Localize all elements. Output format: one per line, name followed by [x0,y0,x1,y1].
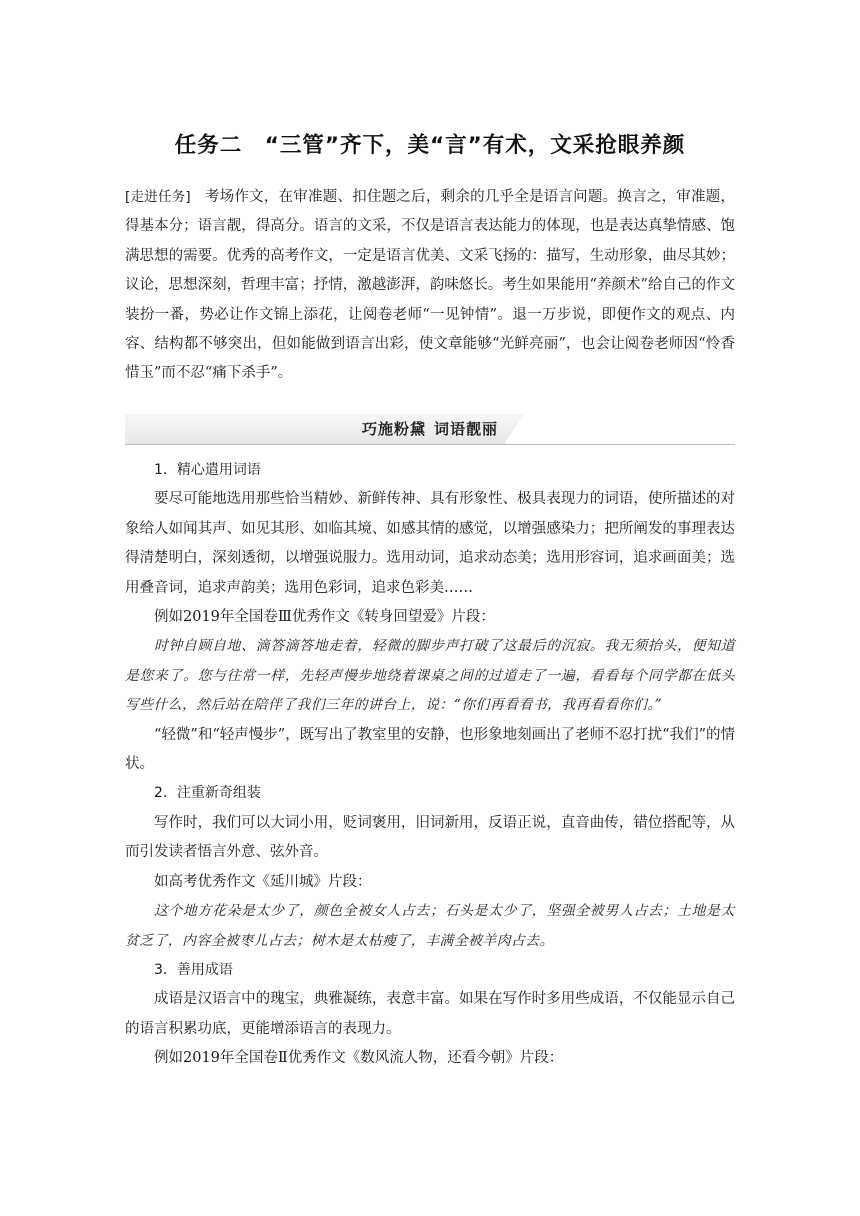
section-heading: 1．精心遣用词语 [154,462,261,478]
section-banner [125,414,735,445]
main-content [125,456,735,1074]
example-intro: 如高考优秀作文《延川城》片段： [154,873,372,890]
banner-title-left: 巧施粉黛 [361,420,426,438]
section-body: 成语是汉语言中的瑰宝，典雅凝练，表意丰富。如果在写作时多用些成语，不仅能显示自己的语言积累功底，更能增添语言的表现力。 [125,991,735,1037]
example-intro: 例如2019年全国卷Ⅱ优秀作文《数风流人物，还看今朝》片段： [154,1050,564,1067]
section-body: 写作时，我们可以大词小用，贬词褒用，旧词新用，反语正说，直音曲传，错位搭配等，从而引发读者悟言外意、弦外音。 [125,814,735,861]
intro-tag: [走进任务] [125,189,191,205]
intro-paragraph [125,183,735,389]
example-comment: “轻微”和“轻声慢步”，既写出了教室里的安静，也形象地刻画出了老师不忍打扰“我们”的情状。 [125,726,735,773]
banner-title [125,414,735,444]
intro-text: 考场作文，在审准题、扣住题之后，剩余的几乎全是语言问题。换言之，审准题，得基本分；语言靓，得高分。语言的文采，不仅是语言表达能力的体现，也是表达真挚情感、饱满思想的需要。优秀的高考作文，一定是语言优美、文采飞扬的：描写，生动形象，曲尽其妙；议论，思想深刻，哲理丰富；抒情，激越澎湃，韵味悠长。考生如果能用“养颜术”给自己的作文装扮一番，势必让作文锦上添花，让阅卷老师“一见钟情”。退一万步说，即便作文的观点、内容、结构都不够突出，但如能做到语言出彩，使文章能够“光鲜亮丽”，也会让阅卷老师因“怜香惜玉”而不忍“痛下杀手”。 [125,189,735,382]
example-intro: 例如2019年全国卷Ⅲ优秀作文《转身回望爱》片段： [154,609,495,626]
section-heading: 2．注重新奇组装 [154,785,261,802]
section-body: 要尽可能地选用那些恰当精妙、新鲜传神、具有形象性、极具表现力的词语，使所描述的对象给人如闻其声、如见其形、如临其境、如感其情的感觉，以增强感染力；把所阐发的事理表达得清楚明白，深刻透彻，以增强说服力。选用动词，追求动态美；选用形容词，追求画面美；选用叠音词，追求声韵美；选用色彩词，追求色彩美…… [125,491,735,596]
page-title: 任务二 “三管”齐下，美“言”有术，文采抢眼养颜 [174,133,686,158]
section-heading: 3．善用成语 [154,961,233,978]
banner-title-right: 词语靓丽 [434,420,499,438]
example-quote: 时钟自顾自地、滴答滴答地走着，轻微的脚步声打破了这最后的沉寂。我无须抬头，便知道是您来了。您与往常一样，先轻声慢步地绕着课桌之间的过道走了一遍，看看每个同学都在低头写些什么，然后站在陪伴了我们三年的讲台上，说：“你们再看看书，我再看看你们。” [125,638,735,714]
example-quote: 这个地方花朵是太少了，颜色全被女人占去；石头是太少了，坚强全被男人占去；土地是太贫乏了，内容全被枣儿占去；树木是太枯瘦了，丰满全被羊肉占去。 [125,903,735,949]
